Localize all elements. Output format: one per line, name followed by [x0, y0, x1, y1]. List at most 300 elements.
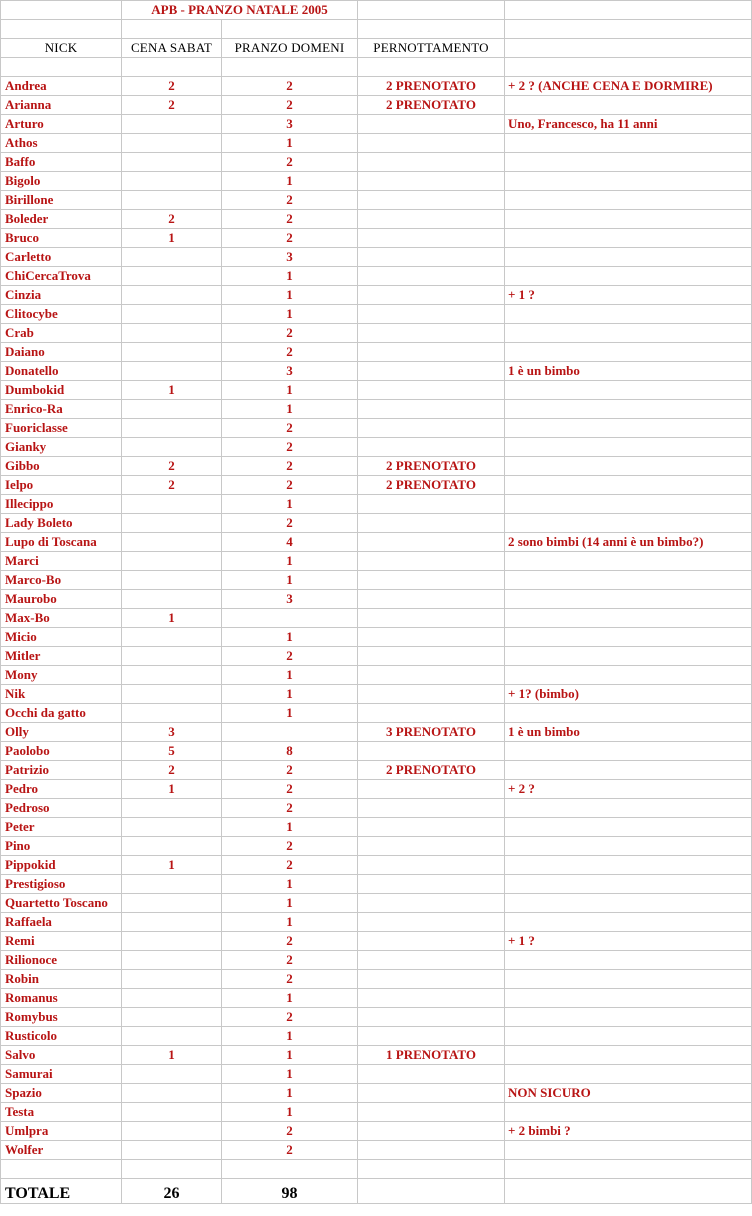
cell-pranzo[interactable]: 1 — [222, 704, 358, 723]
cell-cena[interactable]: 2 — [122, 77, 222, 96]
cell-empty[interactable] — [1, 58, 122, 77]
cell-empty[interactable] — [1, 1, 122, 20]
cell-pernottamento[interactable] — [358, 533, 505, 552]
cell-empty[interactable] — [122, 58, 222, 77]
cell-note[interactable] — [505, 438, 752, 457]
cell-cena[interactable] — [122, 552, 222, 571]
cell-cena[interactable] — [122, 571, 222, 590]
cell-cena[interactable]: 2 — [122, 210, 222, 229]
cell-pernottamento[interactable]: 2 PRENOTATO — [358, 761, 505, 780]
cell-pernottamento[interactable] — [358, 343, 505, 362]
cell-cena[interactable]: 5 — [122, 742, 222, 761]
cell-nick[interactable]: Marco-Bo — [1, 571, 122, 590]
cell-pranzo[interactable]: 2 — [222, 457, 358, 476]
cell-nick[interactable]: Pino — [1, 837, 122, 856]
cell-cena[interactable] — [122, 419, 222, 438]
cell-note[interactable] — [505, 1008, 752, 1027]
cell-pernottamento[interactable] — [358, 229, 505, 248]
cell-pranzo[interactable]: 2 — [222, 343, 358, 362]
cell-pranzo[interactable]: 1 — [222, 1084, 358, 1103]
cell-nick[interactable]: Umlpra — [1, 1122, 122, 1141]
cell-cena[interactable] — [122, 248, 222, 267]
cell-pernottamento[interactable]: 2 PRENOTATO — [358, 77, 505, 96]
cell-pranzo[interactable]: 2 — [222, 514, 358, 533]
cell-nick[interactable]: Samurai — [1, 1065, 122, 1084]
cell-empty[interactable] — [222, 1160, 358, 1179]
cell-pernottamento[interactable] — [358, 153, 505, 172]
cell-pernottamento[interactable] — [358, 419, 505, 438]
cell-cena[interactable] — [122, 495, 222, 514]
cell-pernottamento[interactable] — [358, 571, 505, 590]
cell-cena[interactable] — [122, 1141, 222, 1160]
cell-pranzo[interactable]: 1 — [222, 685, 358, 704]
cell-pranzo[interactable]: 2 — [222, 77, 358, 96]
header-notes[interactable] — [505, 39, 752, 58]
header-cena[interactable]: CENA SABAT — [122, 39, 222, 58]
cell-cena[interactable] — [122, 818, 222, 837]
cell-note[interactable] — [505, 818, 752, 837]
cell-pernottamento[interactable] — [358, 324, 505, 343]
cell-note[interactable] — [505, 457, 752, 476]
cell-pranzo[interactable]: 1 — [222, 894, 358, 913]
cell-cena[interactable] — [122, 932, 222, 951]
cell-cena[interactable] — [122, 799, 222, 818]
cell-pranzo[interactable]: 2 — [222, 647, 358, 666]
cell-note[interactable]: + 2 bimbi ? — [505, 1122, 752, 1141]
cell-note[interactable]: + 1? (bimbo) — [505, 685, 752, 704]
cell-empty[interactable] — [358, 58, 505, 77]
cell-pranzo[interactable]: 1 — [222, 1103, 358, 1122]
cell-pernottamento[interactable] — [358, 875, 505, 894]
cell-nick[interactable]: Romanus — [1, 989, 122, 1008]
cell-pranzo[interactable]: 2 — [222, 970, 358, 989]
cell-pranzo[interactable]: 2 — [222, 324, 358, 343]
cell-pranzo[interactable]: 1 — [222, 818, 358, 837]
cell-nick[interactable]: Pedroso — [1, 799, 122, 818]
cell-note[interactable] — [505, 647, 752, 666]
cell-nick[interactable]: Mitler — [1, 647, 122, 666]
cell-pernottamento[interactable] — [358, 666, 505, 685]
cell-pernottamento[interactable] — [358, 552, 505, 571]
cell-note[interactable] — [505, 704, 752, 723]
cell-pernottamento[interactable] — [358, 590, 505, 609]
cell-cena[interactable] — [122, 286, 222, 305]
cell-note[interactable] — [505, 761, 752, 780]
cell-cena[interactable]: 2 — [122, 96, 222, 115]
cell-nick[interactable]: Illecippo — [1, 495, 122, 514]
cell-pernottamento[interactable] — [358, 856, 505, 875]
cell-pranzo[interactable]: 3 — [222, 590, 358, 609]
cell-nick[interactable]: Max-Bo — [1, 609, 122, 628]
cell-pernottamento[interactable] — [358, 1008, 505, 1027]
cell-nick[interactable]: Dumbokid — [1, 381, 122, 400]
cell-cena[interactable] — [122, 533, 222, 552]
totals-pranzo[interactable]: 98 — [222, 1179, 358, 1204]
cell-nick[interactable]: Gianky — [1, 438, 122, 457]
cell-empty[interactable] — [222, 20, 358, 39]
cell-cena[interactable] — [122, 1008, 222, 1027]
cell-pranzo[interactable]: 2 — [222, 476, 358, 495]
cell-pranzo[interactable]: 2 — [222, 419, 358, 438]
cell-empty[interactable] — [505, 1179, 752, 1204]
cell-nick[interactable]: Romybus — [1, 1008, 122, 1027]
cell-pernottamento[interactable] — [358, 609, 505, 628]
cell-cena[interactable] — [122, 704, 222, 723]
cell-cena[interactable] — [122, 970, 222, 989]
cell-nick[interactable]: Rilionoce — [1, 951, 122, 970]
cell-pranzo[interactable]: 1 — [222, 989, 358, 1008]
cell-cena[interactable] — [122, 343, 222, 362]
cell-pranzo[interactable]: 2 — [222, 856, 358, 875]
cell-nick[interactable]: Testa — [1, 1103, 122, 1122]
cell-pranzo[interactable]: 2 — [222, 761, 358, 780]
cell-nick[interactable]: Quartetto Toscano — [1, 894, 122, 913]
cell-note[interactable] — [505, 913, 752, 932]
cell-nick[interactable]: Peter — [1, 818, 122, 837]
cell-note[interactable] — [505, 894, 752, 913]
cell-nick[interactable]: Boleder — [1, 210, 122, 229]
cell-nick[interactable]: Arianna — [1, 96, 122, 115]
cell-pernottamento[interactable] — [358, 951, 505, 970]
sheet-title[interactable]: APB - PRANZO NATALE 2005 — [122, 1, 358, 20]
cell-nick[interactable]: Ielpo — [1, 476, 122, 495]
cell-pernottamento[interactable] — [358, 932, 505, 951]
cell-note[interactable]: + 2 ? (ANCHE CENA E DORMIRE) — [505, 77, 752, 96]
cell-pranzo[interactable]: 1 — [222, 628, 358, 647]
cell-pranzo[interactable]: 1 — [222, 913, 358, 932]
cell-nick[interactable]: Prestigioso — [1, 875, 122, 894]
cell-pranzo[interactable]: 1 — [222, 666, 358, 685]
cell-pernottamento[interactable] — [358, 381, 505, 400]
cell-pranzo[interactable]: 1 — [222, 875, 358, 894]
cell-pernottamento[interactable] — [358, 894, 505, 913]
cell-cena[interactable] — [122, 628, 222, 647]
cell-note[interactable]: 1 è un bimbo — [505, 362, 752, 381]
cell-note[interactable] — [505, 1027, 752, 1046]
cell-pranzo[interactable]: 1 — [222, 267, 358, 286]
cell-empty[interactable] — [358, 1179, 505, 1204]
cell-note[interactable] — [505, 96, 752, 115]
cell-pranzo[interactable]: 2 — [222, 780, 358, 799]
cell-pernottamento[interactable] — [358, 1103, 505, 1122]
cell-cena[interactable]: 1 — [122, 609, 222, 628]
cell-nick[interactable]: Andrea — [1, 77, 122, 96]
cell-cena[interactable] — [122, 267, 222, 286]
cell-note[interactable] — [505, 514, 752, 533]
cell-pernottamento[interactable]: 1 PRENOTATO — [358, 1046, 505, 1065]
cell-note[interactable]: + 1 ? — [505, 286, 752, 305]
cell-pranzo[interactable]: 2 — [222, 229, 358, 248]
cell-note[interactable] — [505, 210, 752, 229]
cell-pernottamento[interactable] — [358, 495, 505, 514]
cell-pernottamento[interactable] — [358, 685, 505, 704]
cell-nick[interactable]: Baffo — [1, 153, 122, 172]
cell-nick[interactable]: Clitocybe — [1, 305, 122, 324]
cell-cena[interactable] — [122, 305, 222, 324]
cell-cena[interactable]: 1 — [122, 229, 222, 248]
cell-note[interactable] — [505, 248, 752, 267]
cell-pernottamento[interactable] — [358, 970, 505, 989]
cell-note[interactable]: 2 sono bimbi (14 anni è un bimbo?) — [505, 533, 752, 552]
cell-note[interactable] — [505, 1141, 752, 1160]
cell-nick[interactable]: Raffaela — [1, 913, 122, 932]
cell-note[interactable] — [505, 305, 752, 324]
cell-nick[interactable]: Marci — [1, 552, 122, 571]
cell-empty[interactable] — [358, 1, 505, 20]
cell-cena[interactable]: 1 — [122, 1046, 222, 1065]
cell-pranzo[interactable] — [222, 723, 358, 742]
cell-cena[interactable] — [122, 913, 222, 932]
cell-note[interactable] — [505, 628, 752, 647]
cell-note[interactable] — [505, 134, 752, 153]
cell-nick[interactable]: Crab — [1, 324, 122, 343]
cell-pernottamento[interactable]: 2 PRENOTATO — [358, 476, 505, 495]
cell-note[interactable]: + 2 ? — [505, 780, 752, 799]
cell-note[interactable]: NON SICURO — [505, 1084, 752, 1103]
cell-nick[interactable]: Olly — [1, 723, 122, 742]
cell-pernottamento[interactable] — [358, 191, 505, 210]
cell-cena[interactable]: 1 — [122, 856, 222, 875]
cell-note[interactable] — [505, 875, 752, 894]
cell-pernottamento[interactable] — [358, 438, 505, 457]
cell-cena[interactable] — [122, 514, 222, 533]
cell-nick[interactable]: Bigolo — [1, 172, 122, 191]
cell-nick[interactable]: Nik — [1, 685, 122, 704]
cell-pranzo[interactable]: 1 — [222, 134, 358, 153]
cell-pranzo[interactable]: 1 — [222, 381, 358, 400]
cell-note[interactable] — [505, 837, 752, 856]
cell-empty[interactable] — [122, 20, 222, 39]
cell-empty[interactable] — [1, 20, 122, 39]
cell-pranzo[interactable]: 2 — [222, 932, 358, 951]
cell-pranzo[interactable]: 1 — [222, 400, 358, 419]
cell-pernottamento[interactable] — [358, 115, 505, 134]
cell-note[interactable] — [505, 267, 752, 286]
cell-cena[interactable] — [122, 153, 222, 172]
cell-note[interactable] — [505, 1046, 752, 1065]
cell-pranzo[interactable]: 1 — [222, 552, 358, 571]
cell-pernottamento[interactable] — [358, 1141, 505, 1160]
cell-pernottamento[interactable] — [358, 780, 505, 799]
cell-note[interactable] — [505, 951, 752, 970]
cell-nick[interactable]: Maurobo — [1, 590, 122, 609]
cell-cena[interactable] — [122, 951, 222, 970]
cell-nick[interactable]: Arturo — [1, 115, 122, 134]
cell-note[interactable] — [505, 666, 752, 685]
cell-pranzo[interactable]: 2 — [222, 951, 358, 970]
cell-pernottamento[interactable] — [358, 1122, 505, 1141]
cell-empty[interactable] — [505, 1, 752, 20]
cell-nick[interactable]: Athos — [1, 134, 122, 153]
cell-pernottamento[interactable] — [358, 134, 505, 153]
cell-empty[interactable] — [505, 1160, 752, 1179]
cell-cena[interactable] — [122, 362, 222, 381]
cell-nick[interactable]: Mony — [1, 666, 122, 685]
cell-nick[interactable]: Lady Boleto — [1, 514, 122, 533]
cell-pernottamento[interactable] — [358, 362, 505, 381]
cell-cena[interactable]: 3 — [122, 723, 222, 742]
cell-pranzo[interactable]: 2 — [222, 1141, 358, 1160]
cell-pernottamento[interactable] — [358, 989, 505, 1008]
header-pernottamento[interactable]: PERNOTTAMENTO — [358, 39, 505, 58]
cell-pernottamento[interactable] — [358, 1084, 505, 1103]
cell-pernottamento[interactable] — [358, 913, 505, 932]
cell-pranzo[interactable]: 1 — [222, 571, 358, 590]
cell-note[interactable] — [505, 191, 752, 210]
cell-cena[interactable] — [122, 400, 222, 419]
cell-cena[interactable] — [122, 875, 222, 894]
cell-note[interactable] — [505, 153, 752, 172]
cell-note[interactable] — [505, 856, 752, 875]
cell-pranzo[interactable]: 2 — [222, 1008, 358, 1027]
cell-cena[interactable] — [122, 685, 222, 704]
cell-cena[interactable]: 1 — [122, 381, 222, 400]
cell-note[interactable]: Uno, Francesco, ha 11 anni — [505, 115, 752, 134]
cell-empty[interactable] — [358, 20, 505, 39]
cell-note[interactable] — [505, 476, 752, 495]
cell-pranzo[interactable]: 4 — [222, 533, 358, 552]
cell-pranzo[interactable]: 1 — [222, 1065, 358, 1084]
cell-cena[interactable] — [122, 1065, 222, 1084]
cell-pranzo[interactable]: 2 — [222, 191, 358, 210]
cell-pernottamento[interactable] — [358, 400, 505, 419]
cell-nick[interactable]: Daiano — [1, 343, 122, 362]
cell-pranzo[interactable]: 2 — [222, 799, 358, 818]
cell-cena[interactable] — [122, 1103, 222, 1122]
cell-nick[interactable]: Salvo — [1, 1046, 122, 1065]
cell-nick[interactable]: Paolobo — [1, 742, 122, 761]
cell-cena[interactable] — [122, 894, 222, 913]
cell-note[interactable] — [505, 609, 752, 628]
cell-pernottamento[interactable] — [358, 286, 505, 305]
cell-nick[interactable]: Birillone — [1, 191, 122, 210]
cell-pernottamento[interactable]: 2 PRENOTATO — [358, 457, 505, 476]
cell-nick[interactable]: Robin — [1, 970, 122, 989]
cell-nick[interactable]: Pedro — [1, 780, 122, 799]
cell-pranzo[interactable]: 1 — [222, 172, 358, 191]
cell-pranzo[interactable]: 2 — [222, 1122, 358, 1141]
cell-nick[interactable]: Lupo di Toscana — [1, 533, 122, 552]
cell-pranzo[interactable]: 2 — [222, 96, 358, 115]
cell-pranzo[interactable]: 3 — [222, 362, 358, 381]
cell-note[interactable] — [505, 324, 752, 343]
cell-pranzo[interactable]: 2 — [222, 210, 358, 229]
cell-empty[interactable] — [1, 1160, 122, 1179]
cell-empty[interactable] — [122, 1160, 222, 1179]
cell-note[interactable] — [505, 229, 752, 248]
cell-note[interactable] — [505, 989, 752, 1008]
cell-pernottamento[interactable] — [358, 742, 505, 761]
cell-cena[interactable] — [122, 1027, 222, 1046]
cell-note[interactable] — [505, 742, 752, 761]
cell-nick[interactable]: Cinzia — [1, 286, 122, 305]
cell-cena[interactable] — [122, 324, 222, 343]
cell-cena[interactable]: 2 — [122, 476, 222, 495]
cell-pernottamento[interactable] — [358, 799, 505, 818]
cell-pernottamento[interactable] — [358, 210, 505, 229]
cell-nick[interactable]: Pippokid — [1, 856, 122, 875]
header-nick[interactable]: NICK — [1, 39, 122, 58]
cell-pranzo[interactable]: 8 — [222, 742, 358, 761]
cell-note[interactable]: + 1 ? — [505, 932, 752, 951]
cell-note[interactable] — [505, 590, 752, 609]
cell-cena[interactable] — [122, 647, 222, 666]
cell-pernottamento[interactable]: 3 PRENOTATO — [358, 723, 505, 742]
cell-note[interactable] — [505, 400, 752, 419]
cell-cena[interactable] — [122, 590, 222, 609]
cell-nick[interactable]: Remi — [1, 932, 122, 951]
cell-note[interactable] — [505, 571, 752, 590]
cell-pranzo[interactable]: 1 — [222, 1046, 358, 1065]
cell-note[interactable] — [505, 172, 752, 191]
cell-nick[interactable]: Occhi da gatto — [1, 704, 122, 723]
cell-note[interactable] — [505, 552, 752, 571]
cell-pernottamento[interactable] — [358, 1027, 505, 1046]
cell-pernottamento[interactable] — [358, 1065, 505, 1084]
cell-nick[interactable]: Rusticolo — [1, 1027, 122, 1046]
cell-pernottamento[interactable] — [358, 704, 505, 723]
cell-pranzo[interactable]: 1 — [222, 1027, 358, 1046]
cell-pernottamento[interactable] — [358, 305, 505, 324]
cell-nick[interactable]: Micio — [1, 628, 122, 647]
cell-note[interactable] — [505, 1065, 752, 1084]
cell-note[interactable] — [505, 419, 752, 438]
cell-note[interactable] — [505, 799, 752, 818]
totals-label[interactable]: TOTALE — [1, 1179, 122, 1204]
cell-cena[interactable] — [122, 191, 222, 210]
cell-nick[interactable]: ChiCercaTrova — [1, 267, 122, 286]
cell-cena[interactable]: 2 — [122, 457, 222, 476]
cell-pernottamento[interactable] — [358, 837, 505, 856]
cell-cena[interactable] — [122, 134, 222, 153]
cell-nick[interactable]: Carletto — [1, 248, 122, 267]
cell-cena[interactable] — [122, 989, 222, 1008]
cell-pernottamento[interactable] — [358, 647, 505, 666]
cell-note[interactable] — [505, 381, 752, 400]
totals-cena[interactable]: 26 — [122, 1179, 222, 1204]
cell-nick[interactable]: Gibbo — [1, 457, 122, 476]
cell-cena[interactable] — [122, 115, 222, 134]
cell-empty[interactable] — [505, 20, 752, 39]
cell-nick[interactable]: Spazio — [1, 1084, 122, 1103]
cell-pernottamento[interactable]: 2 PRENOTATO — [358, 96, 505, 115]
cell-pranzo[interactable]: 1 — [222, 495, 358, 514]
cell-cena[interactable] — [122, 438, 222, 457]
cell-cena[interactable] — [122, 172, 222, 191]
cell-nick[interactable]: Fuoriclasse — [1, 419, 122, 438]
cell-pranzo[interactable]: 2 — [222, 153, 358, 172]
cell-cena[interactable] — [122, 666, 222, 685]
cell-pranzo[interactable]: 3 — [222, 248, 358, 267]
cell-pranzo[interactable]: 3 — [222, 115, 358, 134]
cell-cena[interactable]: 1 — [122, 780, 222, 799]
cell-nick[interactable]: Patrizio — [1, 761, 122, 780]
cell-pernottamento[interactable] — [358, 267, 505, 286]
cell-pranzo[interactable]: 1 — [222, 286, 358, 305]
cell-cena[interactable] — [122, 1084, 222, 1103]
cell-cena[interactable]: 2 — [122, 761, 222, 780]
cell-pernottamento[interactable] — [358, 818, 505, 837]
cell-note[interactable] — [505, 343, 752, 362]
cell-note[interactable] — [505, 970, 752, 989]
cell-pranzo[interactable]: 2 — [222, 837, 358, 856]
cell-note[interactable] — [505, 1103, 752, 1122]
cell-pernottamento[interactable] — [358, 248, 505, 267]
cell-note[interactable] — [505, 495, 752, 514]
cell-nick[interactable]: Enrico-Ra — [1, 400, 122, 419]
cell-pernottamento[interactable] — [358, 172, 505, 191]
cell-cena[interactable] — [122, 837, 222, 856]
